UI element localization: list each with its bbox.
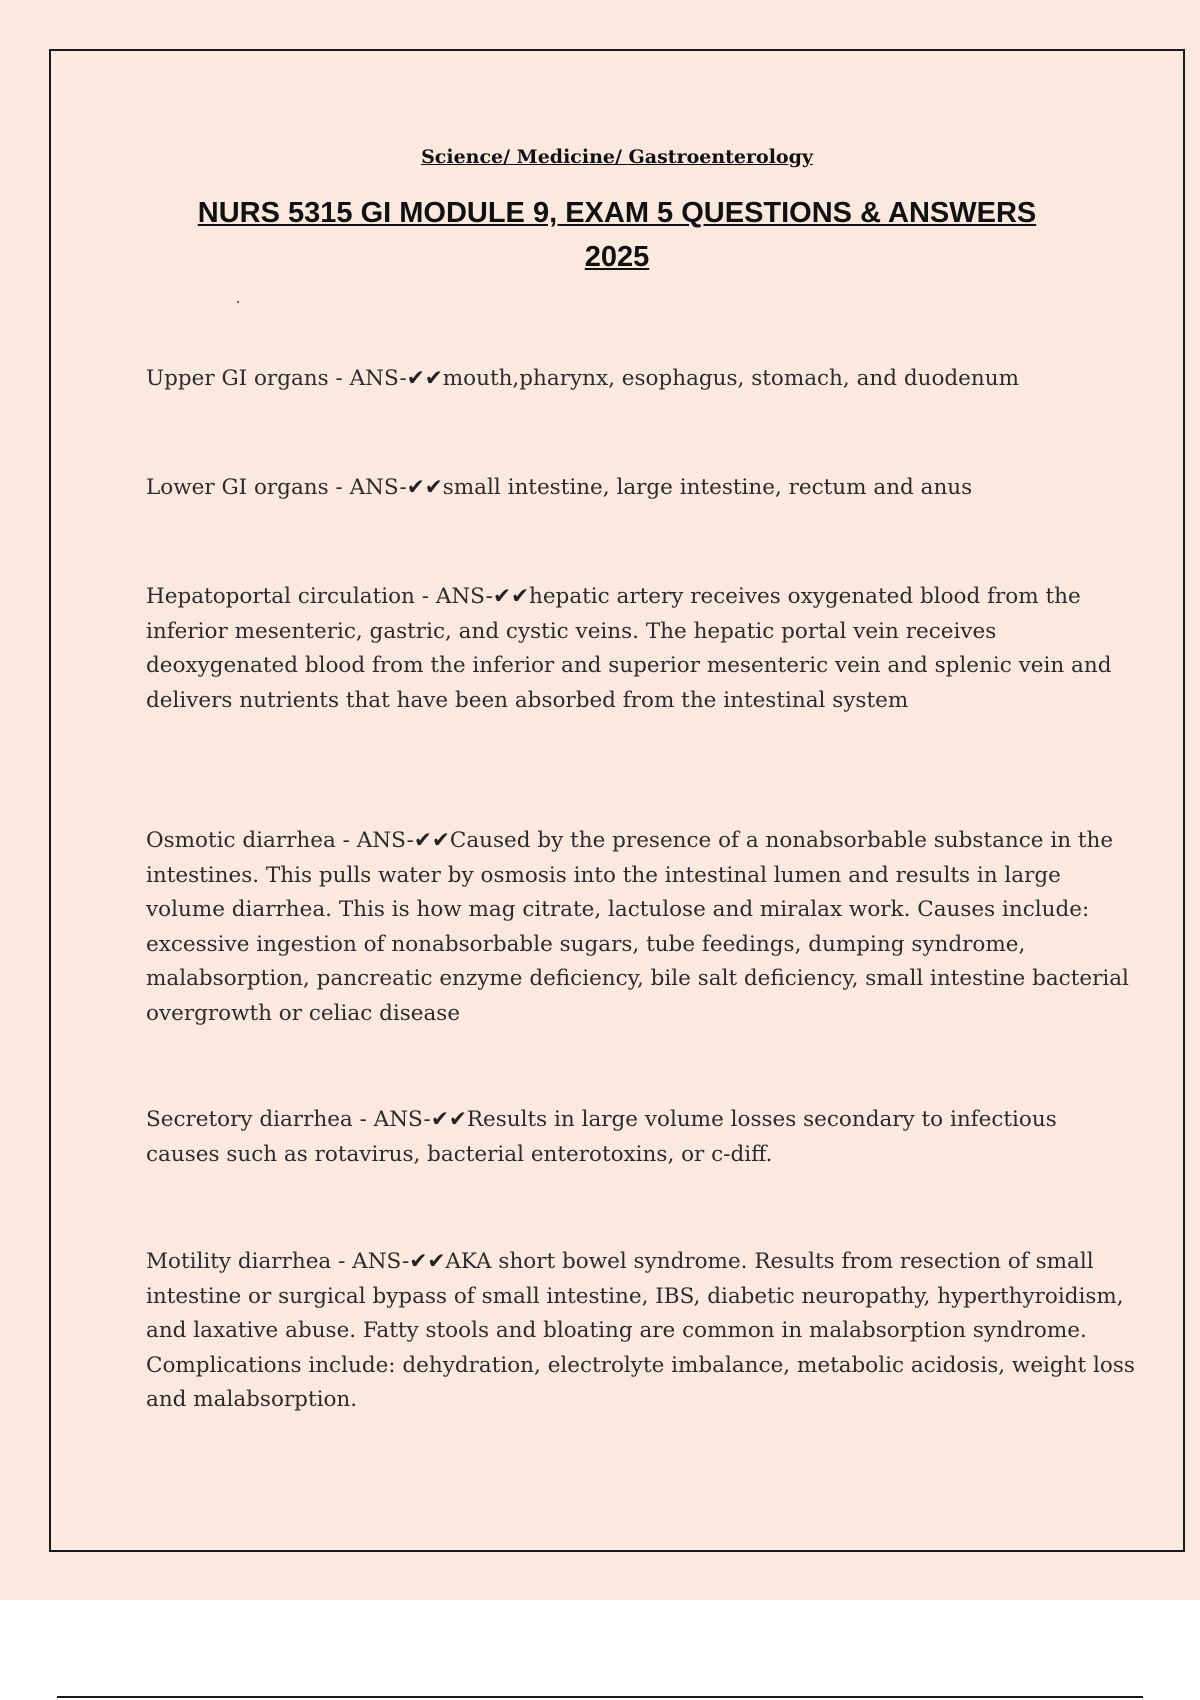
entry-term: Upper GI organs — [146, 366, 329, 391]
checkmark-icon: ✔✔ — [406, 475, 443, 500]
entry-separator: - ANS- — [331, 1249, 410, 1274]
entry-answer: Results in large volume losses secondary to infectious causes such as rotavirus, bacterial enterotoxins, or c-diff. — [146, 1107, 1057, 1167]
entry-separator: - ANS- — [352, 1107, 431, 1132]
qa-entry-lower-gi — [146, 471, 1136, 506]
entry-answer: AKA short bowel syndrome. Results from resection of small intestine or surgical bypass of small intestine, IBS, diabetic neuropathy, hyperthyroidism, and laxative abuse. Fatty stools and bloating are common in malabsorption syndrome. Complications include: dehydration, electrolyte imbalance, metabolic acidosis, weight loss and malabsorption. — [146, 1249, 1135, 1412]
document-title: NURS 5315 GI MODULE 9, EXAM 5 QUESTIONS & ANSWERS 2025 — [197, 197, 1037, 273]
checkmark-icon: ✔✔ — [409, 1249, 446, 1274]
entry-separator: - ANS- — [414, 584, 493, 609]
entry-term: Osmotic diarrhea — [146, 828, 336, 853]
entry-separator: - ANS- — [335, 828, 414, 853]
qa-entry-secretory-diarrhea — [146, 1103, 1136, 1172]
entry-separator: - ANS- — [328, 475, 407, 500]
qa-entry-upper-gi — [146, 362, 1136, 397]
entry-term: Motility diarrhea — [146, 1249, 332, 1274]
checkmark-icon: ✔✔ — [413, 828, 450, 853]
entry-answer: hepatic artery receives oxygenated blood from the inferior mesenteric, gastric, and cystic veins. The hepatic portal vein receives deoxygenated blood from the inferior and superior mesenteric vein and splenic vein and delivers nutrients that have been absorbed from the intestinal system — [146, 584, 1112, 713]
entry-answer: small intestine, large intestine, rectum and anus — [442, 475, 973, 500]
entry-answer: Caused by the presence of a nonabsorbable substance in the intestines. This pulls water by osmosis into the intestinal lumen and results in large volume diarrhea. This is how mag citrate, lactulose and miralax work. Causes include: excessive ingestion of nonabsorbable sugars, tube feedings, dumping syndrome, malabsorption, pancreatic enzyme deficiency, bile salt deficiency, small intestine bacterial overgrowth or celiac disease — [146, 828, 1129, 1026]
entry-separator: - ANS- — [328, 366, 407, 391]
stray-dot — [237, 301, 239, 303]
document-frame — [49, 49, 1185, 1552]
qa-entry-motility-diarrhea — [146, 1245, 1136, 1418]
entry-answer: mouth,pharynx, esophagus, stomach, and duodenum — [442, 366, 1019, 391]
entry-term: Hepatoportal circulation — [146, 584, 415, 609]
qa-entry-osmotic-diarrhea — [146, 824, 1136, 1031]
category-breadcrumb: Science/ Medicine/ Gastroenterology — [421, 146, 813, 168]
entry-term: Secretory diarrhea — [146, 1107, 353, 1132]
checkmark-icon: ✔✔ — [430, 1107, 467, 1132]
checkmark-icon: ✔✔ — [406, 366, 443, 391]
footer-divider — [57, 1696, 1143, 1698]
qa-entry-hepatoportal — [146, 580, 1136, 718]
checkmark-icon: ✔✔ — [492, 584, 529, 609]
entry-term: Lower GI organs — [146, 475, 329, 500]
